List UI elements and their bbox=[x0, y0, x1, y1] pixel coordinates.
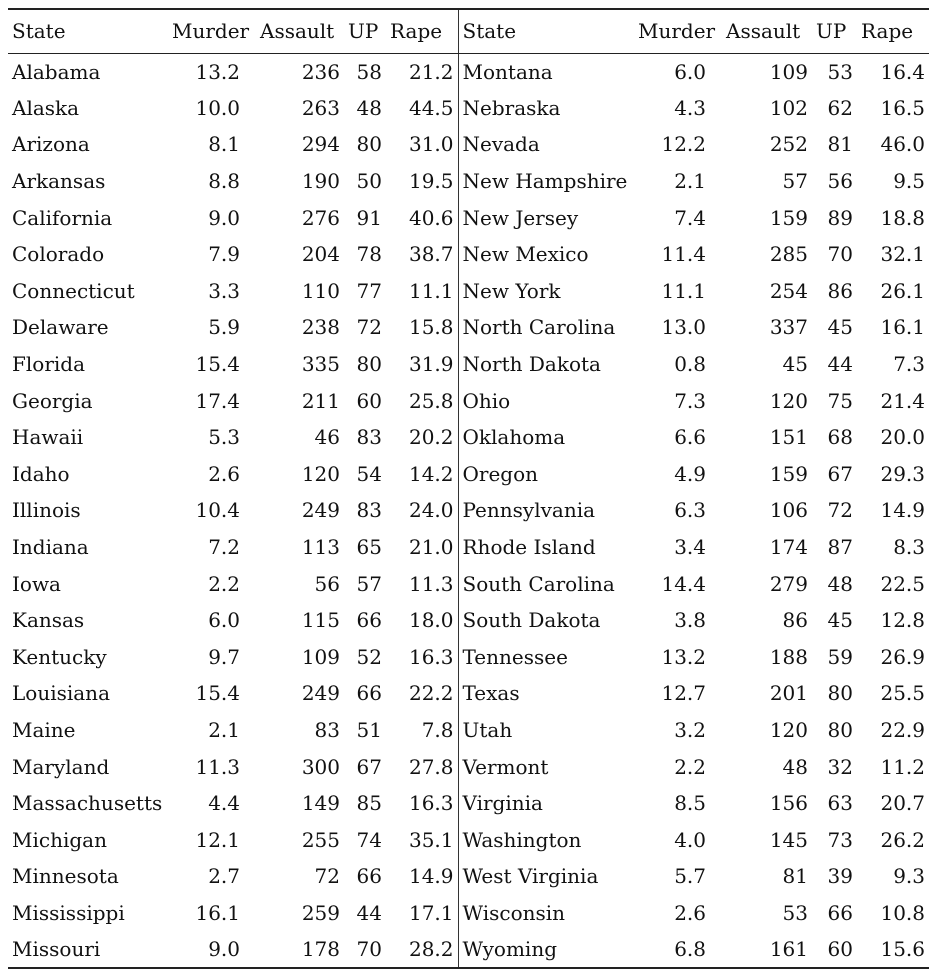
table-row bbox=[8, 456, 929, 493]
assault-value: 106 bbox=[769, 498, 808, 523]
left-murder-header: Murder bbox=[168, 9, 256, 53]
rape-value: 44.5 bbox=[386, 90, 458, 127]
rape-value: 16.4 bbox=[880, 59, 925, 84]
murder-value: 11.4 bbox=[661, 242, 706, 267]
table-row bbox=[8, 382, 929, 419]
rape-value: 9.3 bbox=[893, 864, 925, 889]
state-name: Vermont bbox=[462, 754, 549, 779]
state-name: Georgia bbox=[12, 388, 93, 413]
state-name: West Virginia bbox=[462, 864, 599, 889]
assault-value: 149 bbox=[301, 791, 340, 816]
rape-value: 21.2 bbox=[386, 53, 458, 90]
up-value: 80 bbox=[356, 132, 382, 157]
state-name: New Jersey bbox=[462, 205, 579, 230]
assault-value: 145 bbox=[769, 827, 808, 852]
up-value: 91 bbox=[356, 205, 382, 230]
assault-value: 161 bbox=[722, 931, 812, 968]
murder-value: 2.7 bbox=[208, 864, 240, 889]
up-value: 56 bbox=[827, 169, 853, 194]
table-row bbox=[8, 273, 929, 310]
assault-value: 249 bbox=[301, 498, 340, 523]
up-value: 83 bbox=[356, 425, 382, 450]
up-value: 67 bbox=[356, 754, 382, 779]
table-row bbox=[8, 236, 929, 273]
state-name: Arkansas bbox=[12, 169, 106, 194]
right-up-header: UP bbox=[812, 9, 857, 53]
state-name: North Carolina bbox=[462, 315, 616, 340]
rape-value: 38.7 bbox=[386, 236, 458, 273]
up-value: 53 bbox=[827, 59, 853, 84]
up-value: 44 bbox=[827, 352, 853, 377]
murder-value: 7.3 bbox=[674, 388, 706, 413]
up-value: 52 bbox=[356, 644, 382, 669]
assault-value: 110 bbox=[301, 278, 340, 303]
rape-value: 21.4 bbox=[880, 388, 925, 413]
rape-value: 22.2 bbox=[386, 675, 458, 712]
table-body bbox=[8, 53, 929, 968]
rape-value: 21.0 bbox=[386, 529, 458, 566]
assault-value: 254 bbox=[769, 278, 808, 303]
rape-value: 14.2 bbox=[386, 456, 458, 493]
murder-value: 10.4 bbox=[195, 498, 240, 523]
murder-value: 4.3 bbox=[674, 95, 706, 120]
state-name: Florida bbox=[12, 352, 85, 377]
assault-value: 115 bbox=[301, 608, 340, 633]
rape-value: 11.1 bbox=[386, 273, 458, 310]
rape-value: 16.1 bbox=[880, 315, 925, 340]
table-row bbox=[8, 858, 929, 895]
rape-value: 27.8 bbox=[386, 748, 458, 785]
up-value: 58 bbox=[356, 59, 382, 84]
right-state-header: State bbox=[458, 9, 634, 53]
state-name: Utah bbox=[462, 717, 513, 742]
assault-value: 120 bbox=[301, 461, 340, 486]
state-name: Ohio bbox=[462, 388, 511, 413]
murder-value: 13.0 bbox=[661, 315, 706, 340]
rape-value: 29.3 bbox=[880, 461, 925, 486]
right-assault-header: Assault bbox=[722, 9, 812, 53]
murder-value: 9.7 bbox=[208, 644, 240, 669]
assault-value: 109 bbox=[301, 644, 340, 669]
state-name: Wisconsin bbox=[462, 900, 566, 925]
rape-value: 20.2 bbox=[386, 419, 458, 456]
up-value: 65 bbox=[356, 535, 382, 560]
assault-value: 259 bbox=[301, 900, 340, 925]
assault-value: 45 bbox=[782, 352, 808, 377]
assault-value: 188 bbox=[769, 644, 808, 669]
up-value: 77 bbox=[356, 278, 382, 303]
rape-value: 17.1 bbox=[386, 895, 458, 932]
table-row bbox=[8, 529, 929, 566]
up-value: 67 bbox=[827, 461, 853, 486]
up-value: 74 bbox=[356, 827, 382, 852]
rape-value: 26.2 bbox=[880, 827, 925, 852]
murder-value: 8.1 bbox=[208, 132, 240, 157]
murder-value: 6.8 bbox=[634, 931, 722, 968]
state-name: Mississippi bbox=[12, 900, 125, 925]
state-name: Wyoming bbox=[458, 931, 634, 968]
rape-value: 8.3 bbox=[893, 535, 925, 560]
rape-value: 16.5 bbox=[880, 95, 925, 120]
state-name: Virginia bbox=[462, 791, 543, 816]
assault-value: 56 bbox=[314, 571, 340, 596]
up-value: 39 bbox=[827, 864, 853, 889]
table-row bbox=[8, 821, 929, 858]
murder-value: 8.5 bbox=[674, 791, 706, 816]
state-name: Colorado bbox=[12, 242, 105, 267]
state-name: Oklahoma bbox=[462, 425, 566, 450]
up-value: 44 bbox=[356, 900, 382, 925]
rape-value: 35.1 bbox=[386, 821, 458, 858]
table-row bbox=[8, 90, 929, 127]
state-name: Arizona bbox=[12, 132, 90, 157]
up-value: 50 bbox=[356, 169, 382, 194]
murder-value: 3.4 bbox=[674, 535, 706, 560]
assault-value: 211 bbox=[301, 388, 340, 413]
assault-value: 279 bbox=[769, 571, 808, 596]
assault-value: 204 bbox=[301, 242, 340, 267]
table-row bbox=[8, 602, 929, 639]
rape-value: 16.3 bbox=[386, 639, 458, 676]
table-row bbox=[8, 126, 929, 163]
up-value: 45 bbox=[827, 315, 853, 340]
murder-value: 0.8 bbox=[674, 352, 706, 377]
rape-value: 11.2 bbox=[880, 754, 925, 779]
assault-value: 120 bbox=[769, 388, 808, 413]
murder-value: 4.9 bbox=[674, 461, 706, 486]
state-name: Massachusetts bbox=[12, 791, 163, 816]
murder-value: 6.0 bbox=[208, 608, 240, 633]
up-value: 70 bbox=[344, 931, 386, 968]
rape-value: 15.8 bbox=[386, 309, 458, 346]
state-name: Maryland bbox=[12, 754, 110, 779]
up-value: 72 bbox=[356, 315, 382, 340]
up-value: 59 bbox=[827, 644, 853, 669]
murder-value: 7.9 bbox=[208, 242, 240, 267]
assault-value: 178 bbox=[256, 931, 344, 968]
murder-value: 5.3 bbox=[208, 425, 240, 450]
murder-value: 9.0 bbox=[168, 931, 256, 968]
state-name: Iowa bbox=[12, 571, 61, 596]
state-name: California bbox=[12, 205, 113, 230]
table-row bbox=[8, 785, 929, 822]
murder-value: 7.2 bbox=[208, 535, 240, 560]
assault-value: 201 bbox=[769, 681, 808, 706]
state-name: Indiana bbox=[12, 535, 89, 560]
up-value: 89 bbox=[827, 205, 853, 230]
table-row bbox=[8, 346, 929, 383]
assault-value: 46 bbox=[314, 425, 340, 450]
table-row bbox=[8, 492, 929, 529]
assault-value: 159 bbox=[769, 205, 808, 230]
up-value: 57 bbox=[356, 571, 382, 596]
state-name: Montana bbox=[462, 59, 553, 84]
rape-value: 28.2 bbox=[386, 931, 458, 968]
murder-value: 6.3 bbox=[674, 498, 706, 523]
murder-value: 3.2 bbox=[674, 717, 706, 742]
up-value: 45 bbox=[827, 608, 853, 633]
assault-value: 236 bbox=[301, 59, 340, 84]
murder-value: 17.4 bbox=[195, 388, 240, 413]
state-name: Alaska bbox=[12, 95, 80, 120]
murder-value: 6.6 bbox=[674, 425, 706, 450]
assault-value: 151 bbox=[769, 425, 808, 450]
assault-value: 263 bbox=[301, 95, 340, 120]
murder-value: 11.1 bbox=[661, 278, 706, 303]
state-name: Delaware bbox=[12, 315, 109, 340]
rape-value: 22.5 bbox=[880, 571, 925, 596]
table-row bbox=[8, 895, 929, 932]
right-murder-header: Murder bbox=[634, 9, 722, 53]
murder-value: 5.7 bbox=[674, 864, 706, 889]
assault-value: 190 bbox=[301, 169, 340, 194]
state-name: Nevada bbox=[462, 132, 540, 157]
rape-value: 31.9 bbox=[386, 346, 458, 383]
state-name: Alabama bbox=[12, 59, 101, 84]
murder-value: 4.4 bbox=[208, 791, 240, 816]
state-name: Tennessee bbox=[462, 644, 568, 669]
rape-value: 18.8 bbox=[880, 205, 925, 230]
state-name: New York bbox=[462, 278, 561, 303]
up-value: 66 bbox=[356, 864, 382, 889]
assault-value: 57 bbox=[782, 169, 808, 194]
murder-value: 11.3 bbox=[195, 754, 240, 779]
state-name: Illinois bbox=[12, 498, 81, 523]
up-value: 85 bbox=[356, 791, 382, 816]
rape-value: 25.5 bbox=[880, 681, 925, 706]
up-value: 66 bbox=[356, 681, 382, 706]
up-value: 81 bbox=[827, 132, 853, 157]
assault-value: 102 bbox=[769, 95, 808, 120]
murder-value: 2.6 bbox=[208, 461, 240, 486]
up-value: 75 bbox=[827, 388, 853, 413]
state-name: Pennsylvania bbox=[462, 498, 596, 523]
murder-value: 5.9 bbox=[208, 315, 240, 340]
state-name: Missouri bbox=[8, 931, 168, 968]
murder-value: 3.8 bbox=[674, 608, 706, 633]
murder-value: 4.0 bbox=[674, 827, 706, 852]
assault-value: 83 bbox=[314, 717, 340, 742]
murder-value: 3.3 bbox=[208, 278, 240, 303]
table-row bbox=[8, 419, 929, 456]
crime-data-table-container bbox=[8, 8, 929, 969]
murder-value: 2.1 bbox=[208, 717, 240, 742]
assault-value: 53 bbox=[782, 900, 808, 925]
state-name: Kansas bbox=[12, 608, 85, 633]
murder-value: 2.6 bbox=[674, 900, 706, 925]
rape-value: 10.8 bbox=[880, 900, 925, 925]
murder-value: 12.7 bbox=[661, 681, 706, 706]
assault-value: 252 bbox=[769, 132, 808, 157]
assault-value: 276 bbox=[301, 205, 340, 230]
rape-value: 26.1 bbox=[880, 278, 925, 303]
assault-value: 294 bbox=[301, 132, 340, 157]
rape-value: 7.3 bbox=[893, 352, 925, 377]
up-value: 78 bbox=[356, 242, 382, 267]
assault-value: 113 bbox=[301, 535, 340, 560]
up-value: 80 bbox=[827, 717, 853, 742]
state-name: South Dakota bbox=[462, 608, 601, 633]
state-name: Connecticut bbox=[12, 278, 135, 303]
rape-value: 22.9 bbox=[880, 717, 925, 742]
assault-value: 174 bbox=[769, 535, 808, 560]
left-state-header: State bbox=[8, 9, 168, 53]
assault-value: 109 bbox=[769, 59, 808, 84]
table-row bbox=[8, 309, 929, 346]
state-name: Nebraska bbox=[462, 95, 561, 120]
murder-value: 8.8 bbox=[208, 169, 240, 194]
state-name: New Hampshire bbox=[462, 169, 628, 194]
up-value: 73 bbox=[827, 827, 853, 852]
rape-value: 19.5 bbox=[386, 163, 458, 200]
murder-value: 15.4 bbox=[195, 681, 240, 706]
state-name: Kentucky bbox=[12, 644, 107, 669]
state-name: Oregon bbox=[462, 461, 539, 486]
up-value: 54 bbox=[356, 461, 382, 486]
rape-value: 24.0 bbox=[386, 492, 458, 529]
murder-value: 2.2 bbox=[208, 571, 240, 596]
up-value: 63 bbox=[827, 791, 853, 816]
murder-value: 2.2 bbox=[674, 754, 706, 779]
assault-value: 249 bbox=[301, 681, 340, 706]
state-name: Minnesota bbox=[12, 864, 119, 889]
table-header-row bbox=[8, 9, 929, 53]
rape-value: 12.8 bbox=[880, 608, 925, 633]
table-row bbox=[8, 712, 929, 749]
rape-value: 14.9 bbox=[880, 498, 925, 523]
rape-value: 31.0 bbox=[386, 126, 458, 163]
up-value: 66 bbox=[356, 608, 382, 633]
murder-value: 14.4 bbox=[661, 571, 706, 596]
rape-value: 18.0 bbox=[386, 602, 458, 639]
state-name: Michigan bbox=[12, 827, 107, 852]
left-rape-header: Rape bbox=[386, 9, 458, 53]
assault-value: 238 bbox=[301, 315, 340, 340]
up-value: 80 bbox=[827, 681, 853, 706]
state-name: Louisiana bbox=[12, 681, 110, 706]
up-value: 60 bbox=[356, 388, 382, 413]
up-value: 68 bbox=[827, 425, 853, 450]
rape-value: 40.6 bbox=[386, 199, 458, 236]
up-value: 86 bbox=[827, 278, 853, 303]
state-name: Rhode Island bbox=[462, 535, 596, 560]
up-value: 60 bbox=[812, 931, 857, 968]
rape-value: 16.3 bbox=[386, 785, 458, 822]
up-value: 66 bbox=[827, 900, 853, 925]
assault-value: 72 bbox=[314, 864, 340, 889]
state-name: Idaho bbox=[12, 461, 70, 486]
assault-value: 300 bbox=[301, 754, 340, 779]
rape-value: 26.9 bbox=[880, 644, 925, 669]
up-value: 80 bbox=[356, 352, 382, 377]
table-row bbox=[8, 199, 929, 236]
table-row bbox=[8, 565, 929, 602]
state-name: Texas bbox=[462, 681, 520, 706]
left-up-header: UP bbox=[344, 9, 386, 53]
up-value: 87 bbox=[827, 535, 853, 560]
rape-value: 9.5 bbox=[893, 169, 925, 194]
murder-value: 12.1 bbox=[195, 827, 240, 852]
rape-value: 32.1 bbox=[880, 242, 925, 267]
rape-value: 25.8 bbox=[386, 382, 458, 419]
assault-value: 48 bbox=[782, 754, 808, 779]
murder-value: 13.2 bbox=[195, 59, 240, 84]
crime-data-table bbox=[8, 8, 929, 969]
assault-value: 285 bbox=[769, 242, 808, 267]
murder-value: 10.0 bbox=[195, 95, 240, 120]
state-name: Washington bbox=[462, 827, 582, 852]
murder-value: 7.4 bbox=[674, 205, 706, 230]
assault-value: 255 bbox=[301, 827, 340, 852]
assault-value: 337 bbox=[769, 315, 808, 340]
state-name: North Dakota bbox=[462, 352, 601, 377]
state-name: New Mexico bbox=[462, 242, 589, 267]
rape-value: 20.7 bbox=[880, 791, 925, 816]
murder-value: 2.1 bbox=[674, 169, 706, 194]
assault-value: 120 bbox=[769, 717, 808, 742]
rape-value: 14.9 bbox=[386, 858, 458, 895]
table-row bbox=[8, 931, 929, 968]
murder-value: 16.1 bbox=[195, 900, 240, 925]
up-value: 51 bbox=[356, 717, 382, 742]
assault-value: 159 bbox=[769, 461, 808, 486]
table-row bbox=[8, 163, 929, 200]
rape-value: 7.8 bbox=[386, 712, 458, 749]
assault-value: 81 bbox=[782, 864, 808, 889]
murder-value: 9.0 bbox=[208, 205, 240, 230]
up-value: 72 bbox=[827, 498, 853, 523]
assault-value: 86 bbox=[782, 608, 808, 633]
table-row bbox=[8, 53, 929, 90]
table-row bbox=[8, 748, 929, 785]
up-value: 83 bbox=[356, 498, 382, 523]
table-row bbox=[8, 639, 929, 676]
up-value: 32 bbox=[827, 754, 853, 779]
up-value: 70 bbox=[827, 242, 853, 267]
assault-value: 335 bbox=[301, 352, 340, 377]
state-name: South Carolina bbox=[462, 571, 615, 596]
rape-value: 46.0 bbox=[880, 132, 925, 157]
rape-value: 11.3 bbox=[386, 565, 458, 602]
murder-value: 6.0 bbox=[674, 59, 706, 84]
rape-value: 15.6 bbox=[857, 931, 929, 968]
murder-value: 13.2 bbox=[661, 644, 706, 669]
murder-value: 15.4 bbox=[195, 352, 240, 377]
state-name: Hawaii bbox=[12, 425, 84, 450]
up-value: 48 bbox=[356, 95, 382, 120]
right-rape-header: Rape bbox=[857, 9, 929, 53]
state-name: Maine bbox=[12, 717, 76, 742]
rape-value: 20.0 bbox=[880, 425, 925, 450]
assault-value: 156 bbox=[769, 791, 808, 816]
up-value: 62 bbox=[827, 95, 853, 120]
murder-value: 12.2 bbox=[661, 132, 706, 157]
up-value: 48 bbox=[827, 571, 853, 596]
left-assault-header: Assault bbox=[256, 9, 344, 53]
table-row bbox=[8, 675, 929, 712]
